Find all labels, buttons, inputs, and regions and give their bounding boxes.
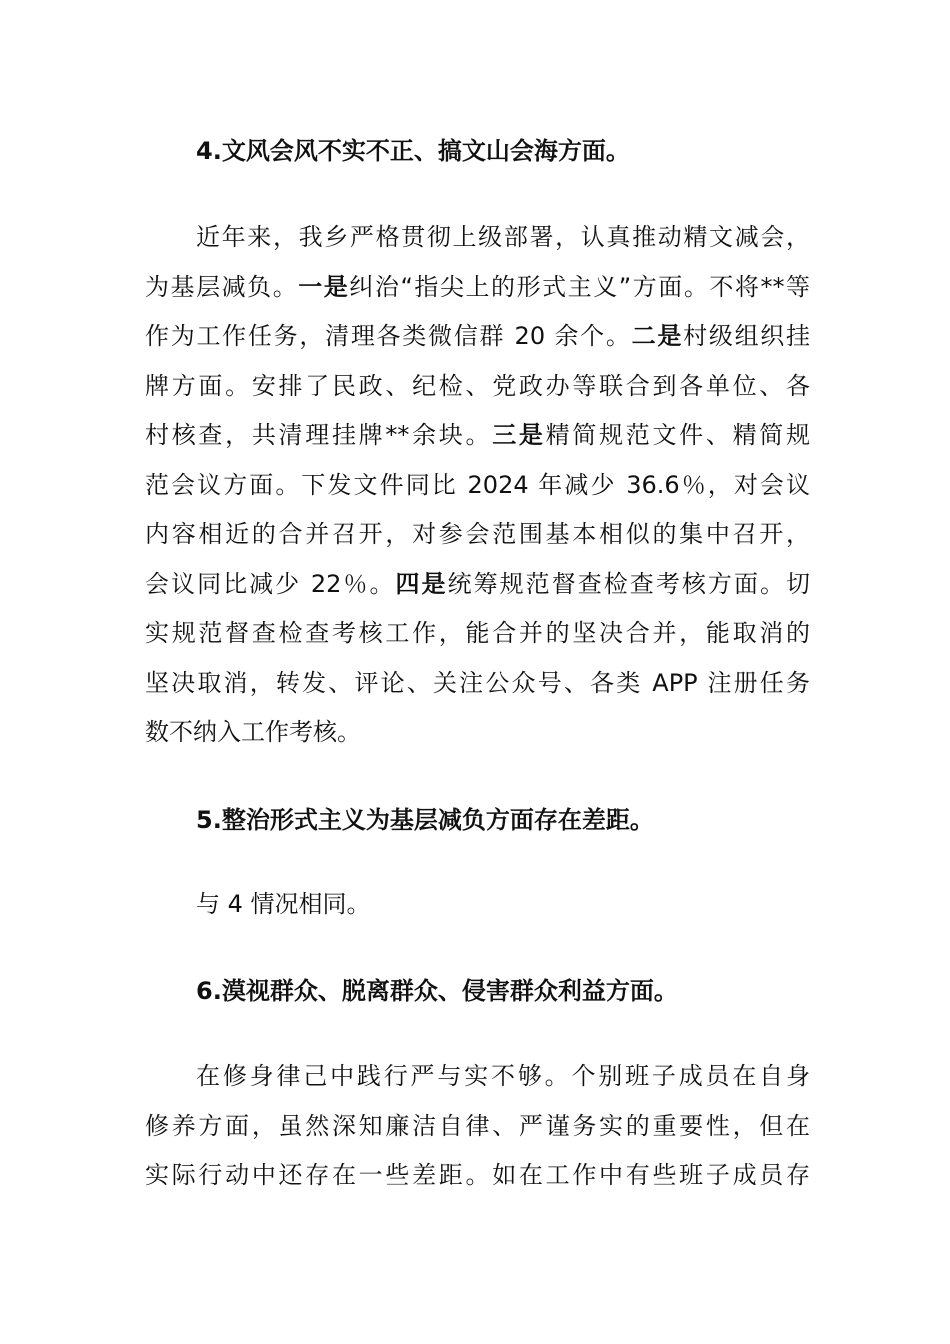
text-run: 在修身律己中践行严与实不够。个别班子成员在自身 xyxy=(196,1062,810,1090)
text-run: 近年来，我乡严格贯彻上级部署，认真推动精文减会， xyxy=(196,223,810,251)
paragraph-line xyxy=(145,263,810,313)
text-run: 纠治“指尖上的形式主义”方面。不将**等 xyxy=(349,272,811,301)
paragraph-line xyxy=(145,560,810,610)
bold-keyword: 三是 xyxy=(492,421,546,449)
paragraph-line xyxy=(145,659,810,709)
text-run: 内容相近的合并召开，对参会范围基本相似的集中召开， xyxy=(145,520,810,548)
paragraph-line xyxy=(145,708,810,758)
paragraph-line xyxy=(145,510,810,560)
section-6-heading: 6.漠视群众、脱离群众、侵害群众利益方面。 xyxy=(196,977,678,1005)
bold-keyword: 一是 xyxy=(298,272,350,301)
section-5-paragraph xyxy=(145,880,810,930)
text-run: 村级组织挂 xyxy=(683,322,811,350)
paragraph-line xyxy=(145,461,810,511)
paragraph-line xyxy=(145,880,810,930)
text-run: 坚决取消，转发、评论、关注公众号、各类 APP 注册任务 xyxy=(145,668,810,697)
text-run: 实际行动中还存在一些差距。如在工作中有些班子成员存 xyxy=(145,1161,810,1189)
bold-keyword: 四是 xyxy=(395,569,448,598)
text-run: 会议同比减少 22％。 xyxy=(145,569,396,598)
paragraph-line xyxy=(145,1052,810,1102)
text-run: 修养方面，虽然深知廉洁自律、严谨务实的重要性，但在 xyxy=(145,1111,810,1140)
text-run: 与 4 情况相同。 xyxy=(196,890,371,918)
paragraph-line xyxy=(145,411,810,461)
text-run: 为基层减负。 xyxy=(145,272,299,301)
paragraph-line xyxy=(145,312,810,362)
paragraph-line xyxy=(145,362,810,412)
text-run: 统筹规范督查检查考核方面。切 xyxy=(447,569,811,598)
text-run: 牌方面。安排了民政、纪检、党政办等联合到各单位、各 xyxy=(145,371,810,400)
text-run: 范会议方面。下发文件同比 2024 年减少 36.6％，对会议 xyxy=(145,470,810,499)
section-4-heading: 4.文风会风不实不正、搞文山会海方面。 xyxy=(196,137,630,165)
bold-keyword: 二是 xyxy=(631,322,684,350)
paragraph-line xyxy=(145,1102,810,1152)
text-run: 精简规范文件、精简规 xyxy=(545,421,811,449)
paragraph-line xyxy=(145,213,810,263)
text-run: 村核查，共清理挂牌**余块。 xyxy=(145,421,493,449)
text-run: 数不纳入工作考核。 xyxy=(145,718,361,746)
section-5-heading: 5.整治形式主义为基层减负方面存在差距。 xyxy=(196,806,654,834)
section-6-paragraph xyxy=(145,1052,810,1201)
section-4-paragraph xyxy=(145,213,810,758)
text-run: 作为工作任务，清理各类微信群 20 余个。 xyxy=(145,322,632,350)
text-run: 实规范督查检查考核工作，能合并的坚决合并，能取消的 xyxy=(145,619,810,647)
paragraph-line xyxy=(145,609,810,659)
paragraph-line xyxy=(145,1151,810,1201)
